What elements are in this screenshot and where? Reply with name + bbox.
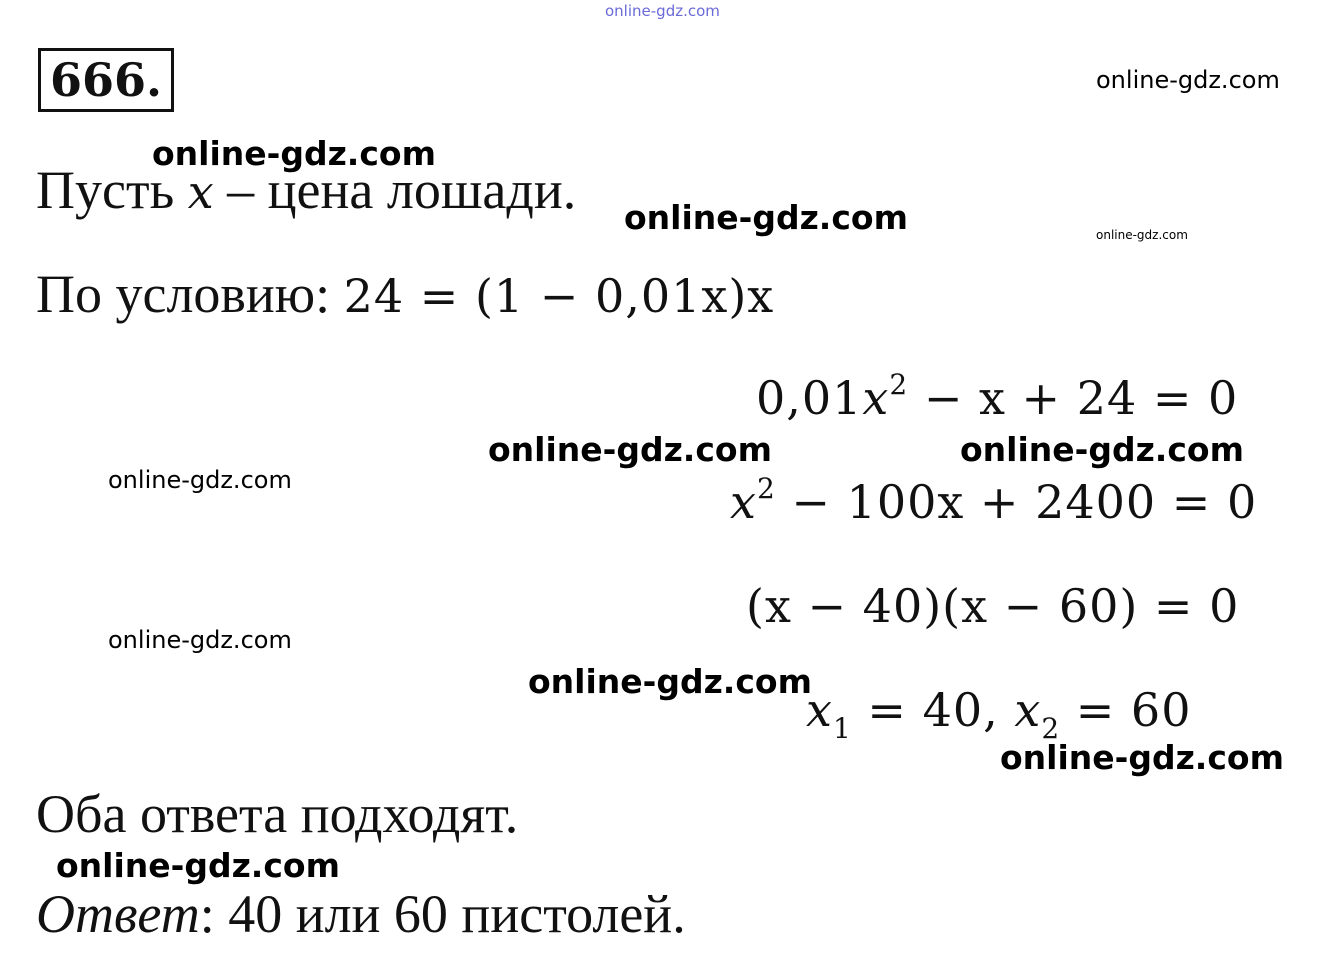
- problem-number: 666.: [38, 48, 174, 112]
- eq1-rest: − x + 24 = 0: [908, 371, 1239, 425]
- intro-line: [36, 160, 576, 222]
- equation-2: [730, 474, 1257, 530]
- watermark: online-gdz.com: [108, 466, 292, 494]
- watermark: online-gdz.com: [152, 134, 436, 173]
- root2-variable: x: [1014, 683, 1042, 737]
- root1-value: = 40,: [851, 683, 1015, 737]
- condition-line: [36, 264, 774, 324]
- watermark: online-gdz.com: [1096, 228, 1188, 242]
- watermark-top: online-gdz.com: [605, 2, 720, 20]
- condition-label: По условию:: [36, 264, 344, 324]
- condition-equation: 24 = (1 − 0,01x)x: [343, 269, 775, 323]
- eq2-rest: − 100x + 2400 = 0: [775, 475, 1258, 529]
- watermark: online-gdz.com: [108, 626, 292, 654]
- eq1-variable: x: [862, 371, 890, 425]
- root2-value: = 60: [1060, 683, 1192, 737]
- equation-1: [756, 370, 1238, 426]
- eq1-power: 2: [889, 368, 909, 401]
- root2-index: 2: [1041, 712, 1061, 745]
- eq1-coefficient: 0,01: [756, 371, 863, 425]
- equation-3: (x − 40)(x − 60) = 0: [746, 579, 1240, 633]
- watermark: online-gdz.com: [1096, 66, 1280, 94]
- eq2-variable: x: [730, 475, 757, 529]
- conclusion-line: Оба ответа подходят.: [36, 784, 519, 844]
- answer-line: [36, 884, 686, 944]
- watermark: online-gdz.com: [624, 198, 908, 237]
- watermark: online-gdz.com: [528, 662, 812, 701]
- watermark: online-gdz.com: [1000, 738, 1284, 777]
- intro-variable: x: [187, 165, 214, 219]
- eq2-power: 2: [756, 472, 776, 505]
- intro-suffix: – цена лошади.: [213, 160, 577, 220]
- root1-index: 1: [832, 712, 852, 745]
- roots-line: [806, 682, 1192, 745]
- answer-label: Ответ: [36, 884, 200, 944]
- watermark: online-gdz.com: [488, 430, 772, 469]
- watermark: online-gdz.com: [960, 430, 1244, 469]
- intro-prefix: Пусть: [36, 160, 188, 220]
- watermark: online-gdz.com: [56, 846, 340, 885]
- root1-variable: x: [806, 683, 833, 737]
- answer-text: : 40 или 60 пистолей.: [199, 884, 686, 944]
